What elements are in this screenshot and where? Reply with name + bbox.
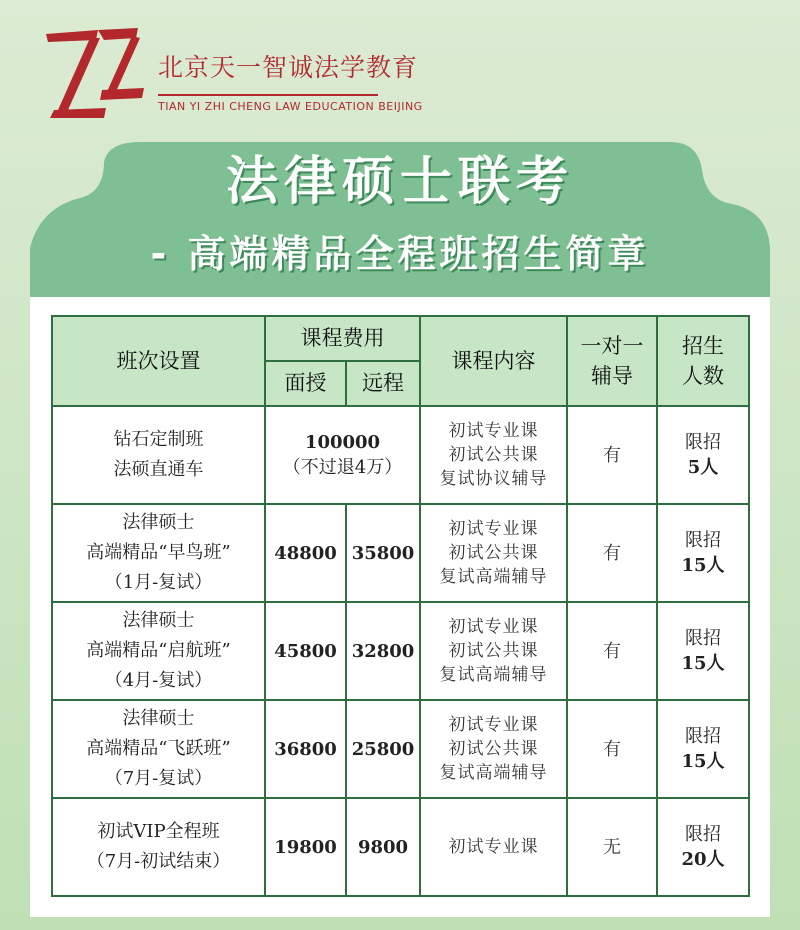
content-line: 初试专业课 — [448, 421, 539, 441]
content-line: 复试高端辅导 — [439, 763, 548, 783]
remote-fee-cell: 32800 — [346, 602, 420, 700]
content-line: 初试专业课 — [448, 715, 539, 735]
page-subtitle: - 高端精品全程班招生简章 — [150, 232, 650, 276]
remote-fee-cell: 35800 — [346, 504, 420, 602]
content-line: 初试专业课 — [448, 617, 539, 637]
guide-cell: 有 — [567, 406, 657, 504]
class-name-line: （7月-初试结束） — [86, 851, 231, 872]
class-name-line: 法律硕士 — [122, 512, 195, 533]
guide-cell: 有 — [567, 700, 657, 798]
remote-fee-cell: 25800 — [346, 700, 420, 798]
quota-count: 15人 — [681, 555, 725, 576]
table-row — [52, 406, 749, 504]
fee-value: 100000 — [304, 432, 381, 453]
course-content-cell — [420, 504, 567, 602]
logo-english-name: TIAN YI ZHI CHENG LAW EDUCATION BEIJING — [158, 100, 423, 113]
class-name-line: 高端精品“飞跃班” — [86, 738, 231, 759]
content-line: 初试公共课 — [448, 543, 539, 563]
quota-count: 20人 — [681, 849, 725, 870]
brand-logo — [40, 24, 423, 124]
guide-cell: 有 — [567, 504, 657, 602]
header-onsite: 面授 — [265, 361, 346, 406]
fee-note: （不过退4万） — [282, 457, 403, 478]
quota-cell — [657, 504, 749, 602]
header-quota-text: 招生人数 — [682, 334, 724, 388]
class-name-cell — [52, 700, 265, 798]
quota-cell — [657, 602, 749, 700]
quota-label: 限招 — [685, 432, 721, 453]
quota-count: 5人 — [687, 457, 719, 478]
course-content-cell — [420, 602, 567, 700]
enrollment-table — [51, 315, 750, 897]
table-header-row — [52, 316, 749, 361]
class-name-line: 高端精品“启航班” — [86, 640, 231, 661]
course-content-cell — [420, 700, 567, 798]
class-name-cell — [52, 798, 265, 896]
content-line: 初试专业课 — [448, 519, 539, 539]
quota-cell — [657, 700, 749, 798]
quota-cell — [657, 798, 749, 896]
quota-label: 限招 — [685, 628, 721, 649]
onsite-fee-cell: 48800 — [265, 504, 346, 602]
table-row — [52, 504, 749, 602]
class-name-line: （4月-复试） — [104, 670, 213, 691]
table-row — [52, 602, 749, 700]
content-line: 初试公共课 — [448, 641, 539, 661]
content-line: 初试公共课 — [448, 739, 539, 759]
quota-label: 限招 — [685, 530, 721, 551]
class-name-line: （1月-复试） — [104, 572, 213, 593]
header-remote: 远程 — [346, 361, 420, 406]
class-name-cell — [52, 602, 265, 700]
class-name-line: 法律硕士 — [122, 708, 195, 729]
class-name-line: 法律硕士 — [122, 610, 195, 631]
onsite-fee-cell: 19800 — [265, 798, 346, 896]
quota-cell — [657, 406, 749, 504]
quota-label: 限招 — [685, 824, 721, 845]
guide-cell: 有 — [567, 602, 657, 700]
class-name-line: 初试VIP全程班 — [97, 821, 220, 842]
content-line: 初试专业课 — [448, 837, 539, 857]
table-row — [52, 798, 749, 896]
header-fee: 课程费用 — [265, 316, 420, 361]
header-guide-text: 一对一辅导 — [580, 334, 644, 388]
header-content: 课程内容 — [420, 316, 567, 406]
header-quota — [657, 316, 749, 406]
onsite-fee-cell: 36800 — [265, 700, 346, 798]
table-row — [52, 700, 749, 798]
quota-label: 限招 — [685, 726, 721, 747]
content-line: 复试高端辅导 — [439, 567, 548, 587]
content-line: 复试协议辅导 — [439, 469, 548, 489]
tz-logo-mark — [40, 24, 150, 124]
logo-divider — [158, 94, 378, 96]
content-line: 复试高端辅导 — [439, 665, 548, 685]
quota-count: 15人 — [681, 751, 725, 772]
class-name-line: 钻石定制班 — [113, 429, 204, 450]
header-class: 班次设置 — [52, 316, 265, 406]
logo-chinese-name: 北京天一智诚法学教育 — [158, 53, 419, 82]
class-name-line: （7月-复试） — [104, 768, 213, 789]
page-title: 法律硕士联考 — [225, 152, 574, 212]
quota-count: 15人 — [681, 653, 725, 674]
class-name-line: 法硕直通车 — [113, 459, 204, 480]
class-name-cell — [52, 406, 265, 504]
fee-merged-cell — [265, 406, 420, 504]
enrollment-table-card — [30, 297, 770, 917]
class-name-cell — [52, 504, 265, 602]
header-guide — [567, 316, 657, 406]
remote-fee-cell: 9800 — [346, 798, 420, 896]
course-content-cell — [420, 798, 567, 896]
guide-cell: 无 — [567, 798, 657, 896]
class-name-line: 高端精品“早鸟班” — [86, 542, 231, 563]
content-line: 初试公共课 — [448, 445, 539, 465]
onsite-fee-cell: 45800 — [265, 602, 346, 700]
course-content-cell — [420, 406, 567, 504]
